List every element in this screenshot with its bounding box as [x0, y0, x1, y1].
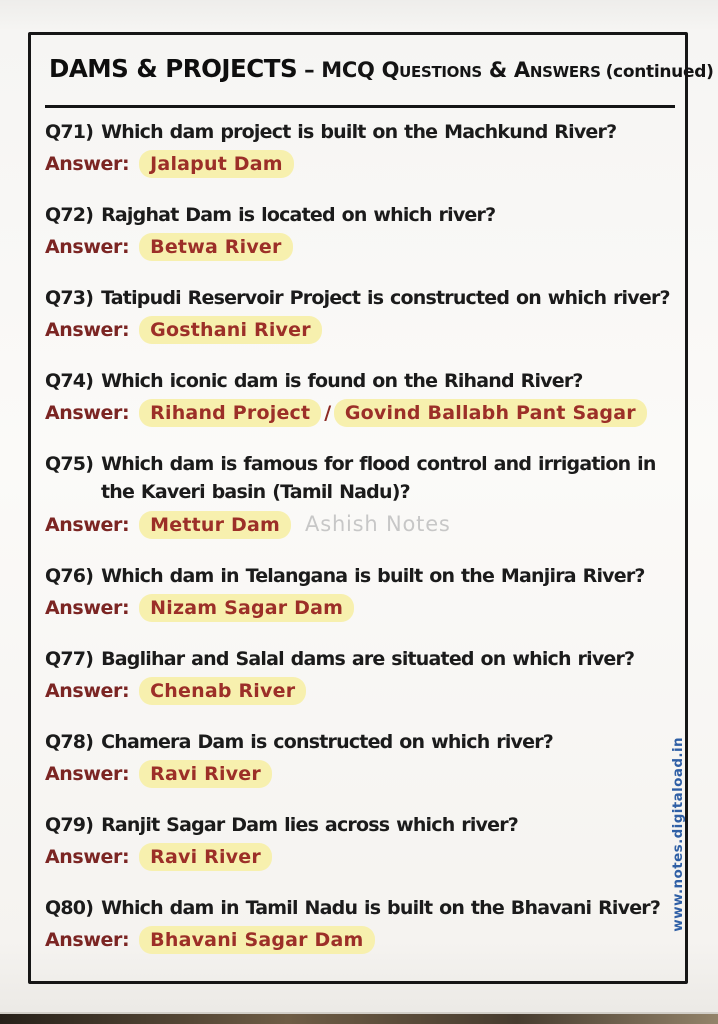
page-header	[45, 47, 714, 108]
watermark-text: Ashish Notes	[305, 512, 451, 536]
question-text	[45, 201, 681, 229]
answer-line	[45, 841, 681, 873]
answer-line	[45, 675, 681, 707]
question-text	[45, 562, 681, 590]
content-frame	[28, 32, 714, 984]
page-title-subtitle: – MCQ Questions & Answers	[304, 58, 601, 82]
page-title-topic: DAMS & PROJECTS	[49, 54, 298, 83]
question-body: Which iconic dam is found on the Rihand River?	[101, 370, 583, 392]
answer-label: Answer:	[45, 763, 130, 785]
question-text	[45, 118, 681, 146]
question-number: Q74)	[45, 370, 94, 392]
answer-highlight: Govind Ballabh Pant Sagar	[334, 399, 647, 427]
question-number: Q79)	[45, 814, 94, 836]
answer-label: Answer:	[45, 514, 130, 536]
question-number: Q77)	[45, 648, 94, 670]
answer-line	[45, 231, 681, 263]
answer-highlight: Nizam Sagar Dam	[139, 594, 354, 622]
question-body: Which dam project is built on the Machkund River?	[101, 121, 617, 143]
question-number: Q76)	[45, 565, 94, 587]
qa-item-q79	[45, 811, 681, 873]
page-title-continued: (continued)	[605, 62, 714, 82]
qa-item-q71	[45, 118, 681, 180]
page-title	[49, 51, 714, 95]
answer-highlight: Rihand Project	[139, 399, 321, 427]
qa-item-q77	[45, 645, 681, 707]
question-text	[45, 811, 681, 839]
table-edge-strip	[0, 1012, 718, 1024]
question-text	[45, 450, 681, 506]
answer-highlight: Mettur Dam	[139, 511, 291, 539]
question-body: Baglihar and Salal dams are situated on which river?	[101, 648, 635, 670]
answer-label: Answer:	[45, 319, 130, 341]
answer-line	[45, 397, 681, 429]
qa-item-q80	[45, 894, 681, 956]
question-text	[45, 284, 681, 312]
question-text	[45, 728, 681, 756]
answer-label: Answer:	[45, 402, 130, 424]
question-body: Which dam in Tamil Nadu is built on the Bhavani River?	[101, 897, 661, 919]
answer-line	[45, 508, 681, 541]
question-body: Rajghat Dam is located on which river?	[101, 204, 496, 226]
answer-line	[45, 758, 681, 790]
question-number: Q71)	[45, 121, 94, 143]
question-body: Ranjit Sagar Dam lies across which river?	[101, 814, 519, 836]
question-body: Which dam is famous for flood control and irrigation in the Kaveri basin (Tamil Nadu)?	[101, 453, 656, 503]
answer-highlight: Ravi River	[139, 760, 272, 788]
answer-label: Answer:	[45, 597, 130, 619]
question-number: Q73)	[45, 287, 94, 309]
qa-list	[45, 108, 681, 956]
question-number: Q80)	[45, 897, 94, 919]
answer-label: Answer:	[45, 929, 130, 951]
qa-item-q73	[45, 284, 681, 346]
qa-item-q78	[45, 728, 681, 790]
question-body: Chamera Dam is constructed on which river?	[101, 731, 554, 753]
answer-highlight: Betwa River	[139, 233, 292, 261]
answer-highlight: Bhavani Sagar Dam	[139, 926, 374, 954]
qa-item-q75	[45, 450, 681, 541]
qa-item-q74	[45, 367, 681, 429]
answer-line	[45, 148, 681, 180]
answer-line	[45, 314, 681, 346]
answer-label: Answer:	[45, 153, 130, 175]
answer-separator: /	[324, 402, 331, 424]
question-number: Q72)	[45, 204, 94, 226]
answer-line	[45, 924, 681, 956]
answer-label: Answer:	[45, 680, 130, 702]
question-body: Which dam in Telangana is built on the Manjira River?	[101, 565, 645, 587]
answer-highlight: Chenab River	[139, 677, 306, 705]
answer-label: Answer:	[45, 236, 130, 258]
question-number: Q78)	[45, 731, 94, 753]
question-body: Tatipudi Reservoir Project is constructed on which river?	[101, 287, 670, 309]
question-number: Q75)	[45, 453, 94, 475]
qa-item-q72	[45, 201, 681, 263]
answer-line	[45, 592, 681, 624]
answer-highlight: Ravi River	[139, 843, 272, 871]
question-text	[45, 894, 681, 922]
qa-item-q76	[45, 562, 681, 624]
question-text	[45, 645, 681, 673]
side-url-text: www.notes.digitaload.in	[670, 737, 686, 932]
answer-highlight: Gosthani River	[139, 316, 322, 344]
question-text	[45, 367, 681, 395]
answer-highlight: Jalaput Dam	[139, 150, 294, 178]
answer-label: Answer:	[45, 846, 130, 868]
